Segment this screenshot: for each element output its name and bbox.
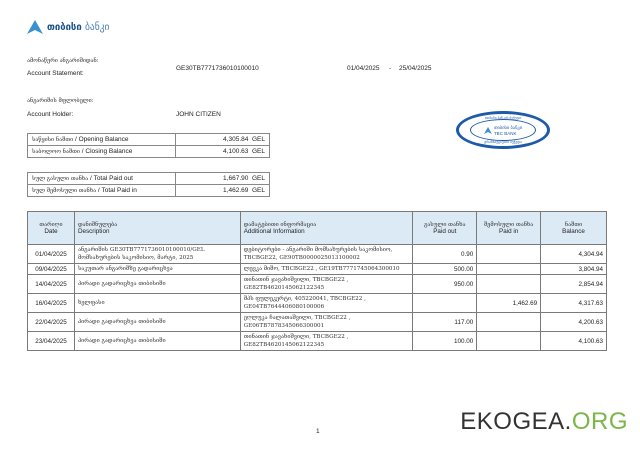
- row-paid-in: [477, 264, 541, 275]
- account-number: GE30TB7771736010100010: [176, 65, 259, 72]
- page-number: 1: [316, 428, 320, 435]
- row-balance: 4,200.63: [541, 313, 607, 332]
- row-date: 14/04/2025: [28, 275, 75, 294]
- row-paid-in: [477, 245, 541, 264]
- row-paid-out: [413, 294, 477, 313]
- summary-row-paid-out: სულ გასული თანხა / Total Paid out 1,667.90 GEL: [28, 173, 270, 185]
- holder-label: Account Holder:: [27, 111, 74, 118]
- row-balance: 2,854.94: [541, 275, 607, 294]
- row-description: ანგარიშის GE30TB7771736010100010/GEL მომსახურების საკომისიო, მარტი, 2025: [74, 245, 240, 264]
- table-row: [28, 275, 607, 294]
- row-balance: 4,317.63: [541, 294, 607, 313]
- row-date: 16/04/2025: [28, 294, 75, 313]
- row-additional-info: დებიტორები - ანგარიში მომსახურების საკომისიო, TBCBGE22, GE90TB0000025013100002: [240, 245, 413, 264]
- row-additional-info: ეღლუკა ჩალათაშვილი, TBCBGE22 , GE06TB7878345066300001: [240, 313, 413, 332]
- transactions-table: [27, 211, 607, 351]
- row-paid-out: 117.00: [413, 313, 477, 332]
- statement-label: Account Statement:: [27, 70, 84, 77]
- row-date: 23/04/2025: [28, 332, 75, 351]
- row-date: 01/04/2025: [28, 245, 75, 264]
- row-description: პირადი გადარიცხვა თიბისიში: [74, 332, 240, 351]
- holder-label-ka: ანგარიშის მფლობელი:: [27, 98, 94, 104]
- table-row: [28, 313, 607, 332]
- row-date: 09/04/2025: [28, 264, 75, 275]
- stamp-logo-icon: [484, 127, 492, 134]
- row-additional-info: ლევკა მიშო, TBCBGE22 , GE19TB7771745064300010: [240, 264, 413, 275]
- table-row: [28, 245, 607, 264]
- tbc-logo-icon: [27, 20, 43, 34]
- balance-summary: [27, 133, 270, 158]
- row-additional-info: შპს ფულეკერტი, 405220041, TBCBGE22 , GE04TB7644406080100006: [240, 294, 413, 313]
- row-description: საკუთარ ანგარიშზე გადარიცხვა: [74, 264, 240, 275]
- date-from: 01/04/2025: [347, 65, 380, 72]
- row-additional-info: თინათინ ჯავახიშვილი, TBCBGE22 , GE82TB4620145062122345: [240, 275, 413, 294]
- summary-row-closing: საბოლოო ნაშთი / Closing Balance 4,100.63 GEL: [28, 146, 270, 158]
- row-paid-out: 950.00: [413, 275, 477, 294]
- col-description: დანიშნულება Description: [74, 212, 240, 245]
- table-row: [28, 264, 607, 275]
- logo-text: თიბისი ბანკი: [47, 21, 110, 33]
- col-date: თარიღი Date: [28, 212, 75, 245]
- row-description: ხელფასი: [74, 294, 240, 313]
- totals-summary: [27, 172, 270, 197]
- table-header: [28, 212, 607, 245]
- watermark: EKOGEA.ORG: [460, 408, 628, 435]
- row-description: პირადი გადარიცხვა თიბისიში: [74, 275, 240, 294]
- table-row: [28, 332, 607, 351]
- table-row: [28, 294, 607, 313]
- date-separator: -: [389, 65, 392, 72]
- col-paid-out: გასული თანხა Paid out: [413, 212, 477, 245]
- row-paid-in: [477, 313, 541, 332]
- row-paid-out: 500.00: [413, 264, 477, 275]
- summary-row-opening: საწყისი ნაშთი / Opening Balance 4,305.84 GEL: [28, 134, 270, 146]
- col-balance: ნაშთი Balance: [541, 212, 607, 245]
- row-balance: 4,304.94: [541, 245, 607, 264]
- row-paid-out: 0.90: [413, 245, 477, 264]
- statement-label-ka: ამონაწერი ანგარიშიდან:: [27, 58, 99, 64]
- row-paid-out: 100.00: [413, 332, 477, 351]
- row-balance: 3,804.94: [541, 264, 607, 275]
- date-to: 25/04/2025: [399, 65, 432, 72]
- stamp-name-ka: თიბისი ბანკი: [493, 124, 523, 130]
- row-additional-info: თინათინ ჯავახიშვილი, TBCBGE22 , GE82TB4620145062122345: [240, 332, 413, 351]
- row-paid-in: 1,462.69: [477, 294, 541, 313]
- row-balance: 4,100.63: [541, 332, 607, 351]
- summary-row-paid-in: სულ შემოსული თანხა / Total Paid in 1,462.69 GEL: [28, 185, 270, 197]
- stamp-bottom-text: ტრანზაქციების ბეჭედი: [484, 140, 522, 144]
- row-date: 22/04/2025: [28, 313, 75, 332]
- stamp-top-text: თიბისი ბანკის ბეჭედი: [484, 116, 522, 120]
- row-paid-in: [477, 332, 541, 351]
- row-description: პირადი გადარიცხვა თიბისიში: [74, 313, 240, 332]
- col-additional-info: დამატებითი ინფორმაცია Additional Information: [240, 212, 413, 245]
- stamp-name-en: TBC BANK: [493, 130, 517, 136]
- bank-stamp: [456, 111, 550, 149]
- row-paid-in: [477, 275, 541, 294]
- col-paid-in: შემოსული თანხა Paid in: [477, 212, 541, 245]
- bank-logo: [27, 20, 109, 34]
- holder-name: JOHN CITIZEN: [176, 111, 221, 118]
